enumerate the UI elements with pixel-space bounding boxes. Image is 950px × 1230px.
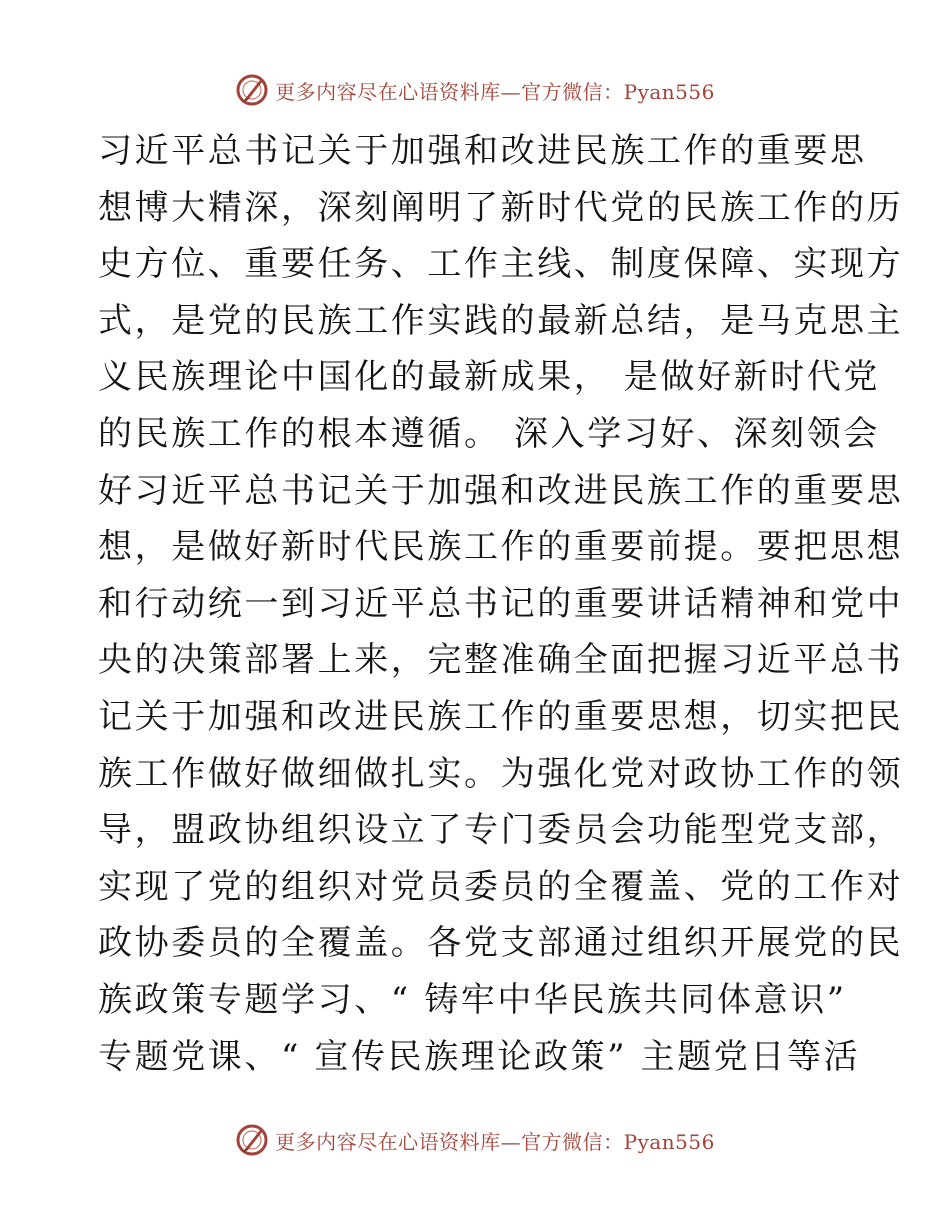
banner-text: 更多内容尽在心语资料库—官方微信：Pyan556 [275,1129,715,1154]
text-line: 的民族工作的根本遵循。 深入学习好、深刻领会 [98,413,881,454]
text-line: 习近平总书记关于加强和改进民族工作的重要思 [98,131,867,171]
text-line: 想，是做好新时代民族工作的重要前提。要把思想 [98,527,904,568]
footer-banner [0,1120,950,1160]
text-line: 记关于加强和改进民族工作的重要思想，切实把民 [98,696,904,737]
quill-seal-icon [235,73,269,107]
text-line: 实现了党的组织对党员委员的全覆盖、党的工作对 [98,866,904,907]
text-line: 和行动统一到习近平总书记的重要讲话精神和党中 [98,583,904,624]
text-line: 义民族理论中国化的最新成果， 是做好新时代党 [98,357,881,398]
text-line: 好习近平总书记关于加强和改进民族工作的重要思 [98,470,904,511]
quill-seal-icon [235,1123,269,1157]
banner-text: 更多内容尽在心语资料库—官方微信：Pyan556 [275,79,715,104]
text-line: 族政策专题学习、“ 铸牢中华民族共同体意识” [98,979,847,1020]
text-line: 导，盟政协组织设立了专门委员会功能型党支部， [98,810,904,851]
text-line: 央的决策部署上来，完整准确全面把握习近平总书 [98,640,904,681]
text-line: 专题党课、“ 宣传民族理论政策” 主题党日等活 [98,1036,861,1077]
document-body [98,123,904,1085]
text-line: 政协委员的全覆盖。各党支部通过组织开展党的民 [98,923,904,964]
header-banner [0,70,950,110]
text-line: 史方位、重要任务、工作主线、制度保障、实现方 [98,244,904,285]
text-line: 想博大精深，深刻阐明了新时代党的民族工作的历 [98,187,904,228]
text-line: 式，是党的民族工作实践的最新总结，是马克思主 [98,300,904,341]
text-line: 族工作做好做细做扎实。为强化党对政协工作的领 [98,753,904,794]
